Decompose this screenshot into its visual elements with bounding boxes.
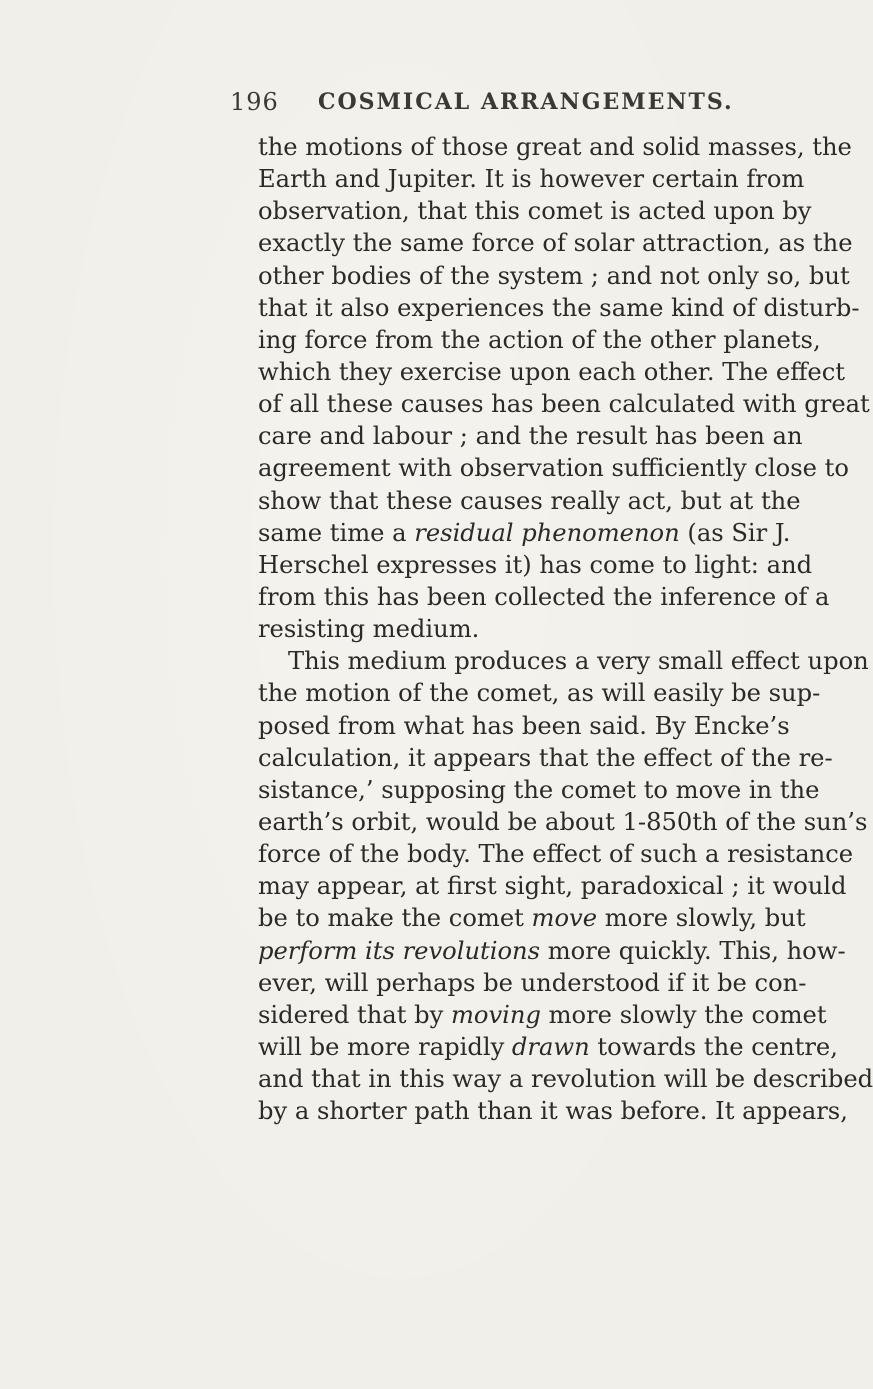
text-line: show that these causes really act, but at the xyxy=(258,486,801,515)
text-line: same time a residual phenomenon (as Sir J. xyxy=(258,518,791,547)
text-line: perform its revolutions more quickly. This, how- xyxy=(258,936,846,965)
text-line: resisting medium. xyxy=(258,615,480,644)
text-line: care and labour ; and the result has been an xyxy=(258,422,803,451)
page-header xyxy=(230,88,770,124)
page-number: 196 xyxy=(230,88,279,116)
italic-phrase: moving xyxy=(450,1000,541,1029)
italic-phrase: perform its revolutions xyxy=(258,936,541,965)
text-line: exactly the same force of solar attraction, as the xyxy=(258,229,853,258)
italic-phrase: drawn xyxy=(511,1032,590,1061)
text-line: earth’s orbit, would be about 1-850th of the sun’s xyxy=(258,807,868,836)
running-head: COSMICAL ARRANGEMENTS. xyxy=(318,89,734,115)
text-line: sistance,’ supposing the comet to move in the xyxy=(258,775,820,804)
text-line: agreement with observation sufficiently close to xyxy=(258,454,849,483)
text-line: and that in this way a revolution will be described xyxy=(258,1065,873,1094)
text-line: Herschel expresses it) has come to light: and xyxy=(258,550,813,579)
text-line: will be more rapidly drawn towards the centre, xyxy=(258,1032,838,1061)
text-line: other bodies of the system ; and not only so, but xyxy=(258,261,850,290)
text-line: the motions of those great and solid masses, the xyxy=(258,133,852,161)
text-line: by a shorter path than it was before. It appears, xyxy=(258,1097,848,1126)
text-line: ever, will perhaps be understood if it be con- xyxy=(258,968,807,997)
text-line: may appear, at first sight, paradoxical ; it would xyxy=(258,872,847,901)
text-line: that it also experiences the same kind of disturb- xyxy=(258,293,860,322)
text-line: observation, that this comet is acted upon by xyxy=(258,197,812,226)
text-line: from this has been collected the inference of a xyxy=(258,582,830,611)
text-line: be to make the comet move more slowly, but xyxy=(258,904,806,933)
text-line: This medium produces a very small effect upon xyxy=(288,647,869,676)
text-line: which they exercise upon each other. The effect xyxy=(258,357,846,386)
text-line: ing force from the action of the other planets, xyxy=(258,325,821,354)
body-text xyxy=(258,131,873,1127)
text-line: the motion of the comet, as will easily be sup- xyxy=(258,679,821,708)
text-line: sidered that by moving more slowly the comet xyxy=(258,1000,827,1029)
text-line: calculation, it appears that the effect of the re- xyxy=(258,743,833,772)
text-line: posed from what has been said. By Encke’s xyxy=(258,711,790,740)
text-line: force of the body. The effect of such a resistance xyxy=(258,840,854,869)
text-line: of all these causes has been calculated with great xyxy=(258,390,870,419)
text-line: Earth and Jupiter. It is however certain from xyxy=(258,165,805,194)
italic-phrase: move xyxy=(531,904,598,933)
italic-phrase: residual phenomenon xyxy=(414,518,680,547)
